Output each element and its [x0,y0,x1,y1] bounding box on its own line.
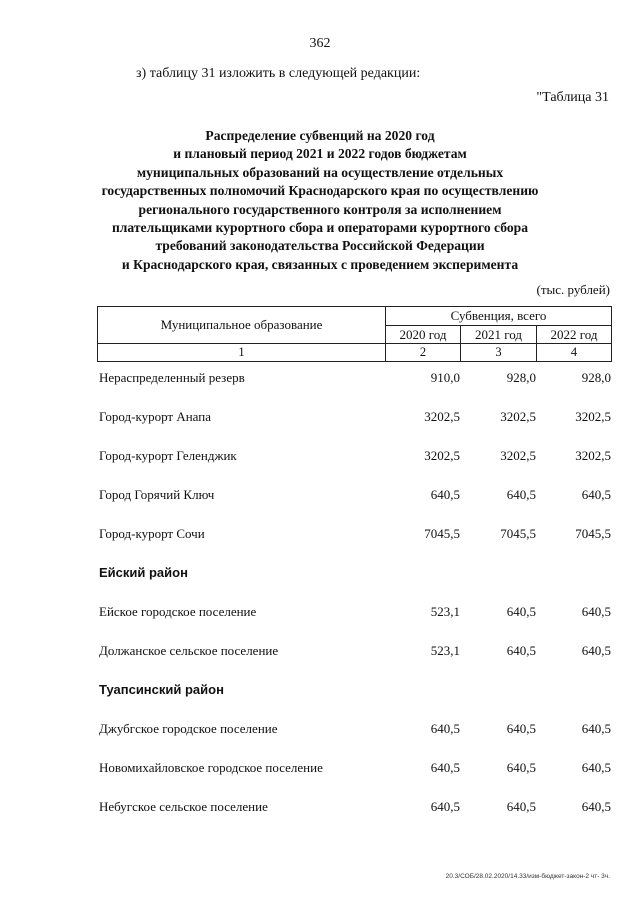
column-number: 2 [386,344,461,362]
value-2021: 3202,5 [500,448,536,463]
municipality-name: Город-курорт Геленджик [99,448,237,463]
value-2020: 7045,5 [424,526,460,541]
value-2021: 640,5 [506,643,536,658]
value-2022: 640,5 [581,721,611,736]
value-2022: 928,0 [581,370,611,385]
value-2022: 640,5 [581,799,611,814]
column-number: 1 [98,344,386,362]
value-2020: 640,5 [430,721,460,736]
column-number: 4 [537,344,612,362]
column-header-2021: 2021 год [461,326,537,344]
value-2022: 7045,5 [575,526,611,541]
value-2022: 640,5 [581,487,611,502]
table-row [99,643,612,661]
table-row [99,799,612,817]
value-2020: 910,0 [430,370,460,385]
group-heading-row [99,565,612,583]
municipality-name: Новомихайловское городское поселение [99,760,323,775]
value-2021: 928,0 [506,370,536,385]
value-2021: 3202,5 [500,409,536,424]
table-row [99,370,612,388]
table-row [99,760,612,778]
footer-code: 20.3/СОБ/28.02.2020/14.33/изм-бюджет-закон-2 чт- 3ч. [445,873,610,880]
municipality-name: Город-курорт Анапа [99,409,212,424]
value-2020: 640,5 [430,487,460,502]
units-label: (тыс. рублей) [536,282,610,297]
value-2022: 640,5 [581,643,611,658]
title-line: Распределение субвенций на 2020 год [205,128,435,143]
value-2021: 640,5 [506,799,536,814]
value-2021: 640,5 [506,604,536,619]
column-number: 3 [461,344,537,362]
table-reference: "Таблица 31 [536,90,609,105]
title-line: государственных полномочий Краснодарского края по осуществлению [101,183,539,199]
table-row [99,487,612,505]
title-line: муниципальных образований на осуществление отдельных [136,164,504,180]
table-title [60,127,580,274]
value-2022: 3202,5 [575,409,611,424]
municipality-name: Город-курорт Сочи [99,526,205,541]
value-2020: 3202,5 [424,448,460,463]
title-line: плательщиками курортного сбора и операторами курортного сбора [111,220,529,236]
table-row [99,448,612,466]
title-line: требований законодательства Российской Федерации [155,238,485,254]
table-row [99,721,612,739]
value-2021: 640,5 [506,721,536,736]
municipality-name: Джубгское городское поселение [99,721,278,736]
municipality-name: Ейское городское поселение [99,604,257,619]
column-group-subvention: Субвенция, всего [386,307,612,326]
municipality-name: Город Горячий Ключ [99,487,215,502]
column-header-municipality: Муниципальное образование [98,307,386,344]
column-header-2022: 2022 год [537,326,612,344]
group-heading-row [99,682,612,700]
municipality-name: Нераспределенный резерв [99,370,245,385]
value-2022: 640,5 [581,604,611,619]
table-row [99,409,612,427]
municipality-name: Небугское сельское поселение [99,799,268,814]
municipality-name: Должанское сельское поселение [99,643,279,658]
table-row [99,604,612,622]
value-2020: 523,1 [430,643,460,658]
value-2020: 523,1 [430,604,460,619]
title-line: регионального государственного контроля за исполнением [138,201,502,217]
column-header-2020: 2020 год [386,326,461,344]
intro-text: з) таблицу 31 изложить в следующей редакции: [136,66,421,81]
district-name: Ейский район [99,565,188,580]
district-name: Туапсинский район [99,682,224,697]
value-2020: 640,5 [430,799,460,814]
value-2021: 640,5 [506,760,536,775]
value-2022: 3202,5 [575,448,611,463]
value-2022: 640,5 [581,760,611,775]
title-line: и Краснодарского края, связанных с проведением эксперимента [121,256,519,272]
table-row [99,526,612,544]
title-line: и плановый период 2021 и 2022 годов бюджетам [173,146,467,162]
page-number: 362 [309,36,331,51]
value-2020: 640,5 [430,760,460,775]
value-2021: 640,5 [506,487,536,502]
table-header [97,306,612,362]
value-2021: 7045,5 [500,526,536,541]
value-2020: 3202,5 [424,409,460,424]
